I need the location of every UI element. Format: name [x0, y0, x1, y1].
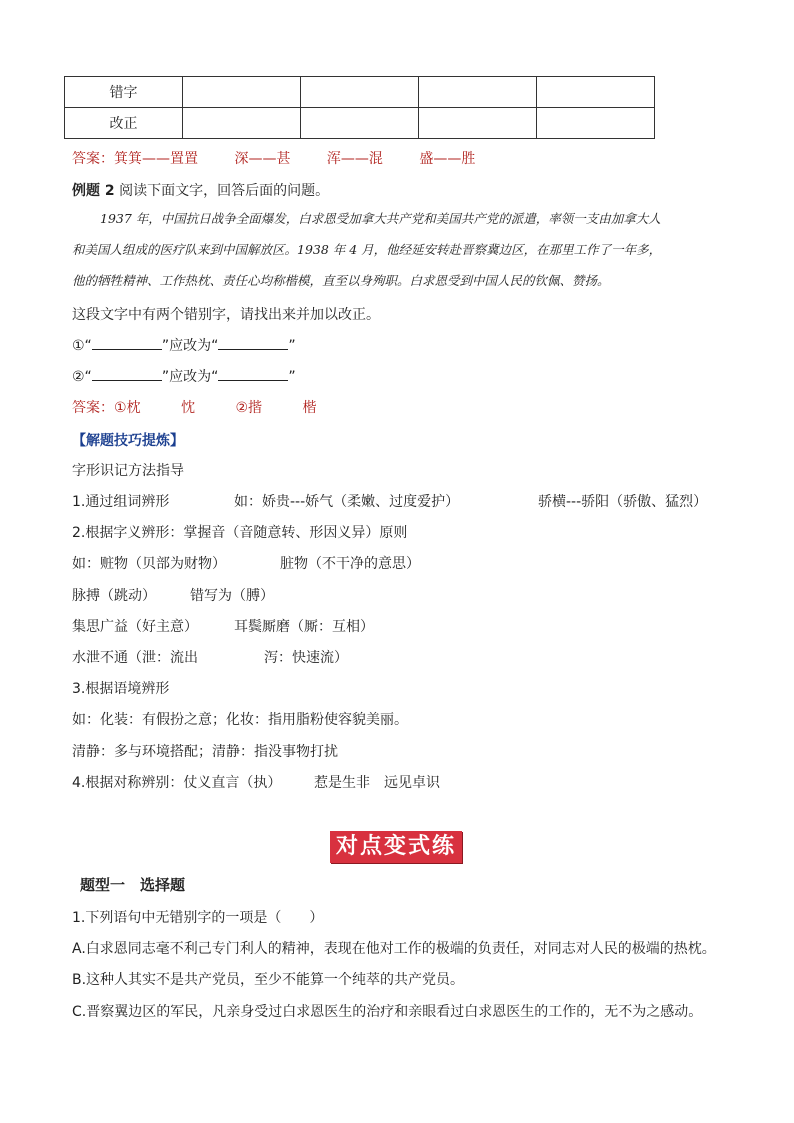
technique-line: 如：化装：有假扮之意；化妆：指用脂粉使容貌美丽。	[72, 712, 408, 728]
technique-line	[72, 647, 348, 667]
answer-item: 箕箕——置置	[114, 151, 198, 167]
answer-item: 忱	[181, 400, 196, 416]
technique-text: 耳鬓厮磨（厮：互相）	[234, 619, 374, 635]
blank-mid: ”应改为“	[161, 338, 219, 354]
option-a[interactable]: A.白求恩同志毫不利己专门利人的精神，表现在他对工作的极端的负责任，对同志对人民的极端的热枕。	[72, 941, 716, 957]
answer-blank[interactable]	[218, 368, 288, 381]
technique-text: 泻：快速流）	[264, 650, 348, 666]
answer-2	[72, 397, 316, 417]
blank-end: ”	[288, 338, 296, 354]
technique-text: 远见卓识	[384, 775, 440, 791]
technique-line: 2.根据字义辨形：掌握音（音随意转、形因义异）原则	[72, 525, 408, 541]
technique-text: 水泄不通（泄：流出	[72, 650, 198, 666]
answer-blank[interactable]	[92, 337, 162, 350]
technique-text: 错写为（膊）	[190, 588, 274, 604]
example-label: 例题 2	[72, 183, 115, 199]
question-text: 这段文字中有两个错别字，请找出来并加以改正。	[72, 307, 380, 323]
answer-item: 深——甚	[234, 151, 291, 167]
table-row	[65, 77, 655, 108]
technique-line	[72, 491, 708, 511]
table-cell	[301, 108, 419, 139]
answer-item: ①枕	[114, 400, 141, 416]
row-label: 错字	[65, 77, 183, 108]
answer-item: 浑——混	[326, 151, 383, 167]
table-cell	[537, 77, 655, 108]
table-cell	[419, 108, 537, 139]
question-1: 1.下列语句中无错别字的一项是（ ）	[72, 910, 324, 926]
technique-text: 1.通过组词辨形	[72, 494, 170, 510]
answer-item: 楷	[302, 400, 317, 416]
technique-line	[72, 616, 374, 636]
technique-title: 【解题技巧提炼】	[72, 433, 184, 449]
row-label: 改正	[65, 108, 183, 139]
passage-line: 和美国人组成的医疗队来到中国解放区。1938 年 4 月，他经延安转赴晋察冀边区，在那里工作了一年多，	[72, 242, 662, 257]
option-b[interactable]: B.这种人其实不是共产党员，至少不能算一个纯萃的共产党员。	[72, 972, 465, 988]
technique-line: 清静：多与环境搭配；清静：指没事物打扰	[72, 744, 338, 760]
answer-label: 答案：	[72, 151, 114, 167]
technique-line	[72, 553, 420, 573]
answer-blank[interactable]	[92, 368, 162, 381]
table-cell	[183, 77, 301, 108]
section-title: 题型一 选择题	[80, 876, 186, 894]
technique-text: 如：娇贵---娇气（柔嫩、过度爱护）	[234, 494, 460, 510]
technique-text: 惹是生非	[314, 775, 370, 791]
blank-mid: ”应改为“	[161, 369, 219, 385]
table-row	[65, 108, 655, 139]
error-correction-table	[64, 76, 655, 139]
example-2-heading	[72, 180, 329, 200]
blank-line-1	[72, 335, 296, 355]
technique-line	[72, 585, 274, 605]
table-cell	[537, 108, 655, 139]
technique-text: 4.根据对称辨别：仗义直言（执）	[72, 775, 282, 791]
answer-blank[interactable]	[218, 337, 288, 350]
technique-text: 脏物（不干净的意思）	[280, 556, 420, 572]
technique-text: 脉搏（跳动）	[72, 588, 156, 604]
blank-prefix: ①“	[72, 338, 92, 354]
technique-line	[72, 772, 440, 792]
practice-banner: 对点变式练	[330, 831, 462, 863]
table-cell	[183, 108, 301, 139]
answer-1	[72, 148, 475, 168]
blank-end: ”	[288, 369, 296, 385]
blank-prefix: ②“	[72, 369, 92, 385]
answer-label: 答案：	[72, 400, 114, 416]
passage-line: 1937 年，中国抗日战争全面爆发，白求恩受加拿大共产党和美国共产党的派遣，率领一支由加拿大人	[100, 211, 661, 226]
passage-line: 他的牺牲精神、工作热枕、责任心均称楷模，直至以身殉职。白求恩受到中国人民的钦佩、赞扬。	[72, 273, 610, 288]
table-cell	[301, 77, 419, 108]
blank-line-2	[72, 366, 296, 386]
table-cell	[419, 77, 537, 108]
answer-item: 盛——胜	[419, 151, 476, 167]
example-instruction: 阅读下面文字，回答后面的问题。	[119, 183, 330, 199]
passage	[72, 203, 732, 296]
technique-subtitle: 字形识记方法指导	[72, 463, 184, 479]
technique-text: 骄横---骄阳（骄傲、猛烈）	[538, 494, 708, 510]
answer-item: ②揩	[235, 400, 263, 416]
option-c[interactable]: C.晋察翼边区的军民，凡亲身受过白求恩医生的治疗和亲眼看过白求恩医生的工作的，无不为之感动。	[72, 1004, 703, 1020]
technique-text: 集思广益（好主意）	[72, 619, 198, 635]
technique-text: 如：赃物（贝部为财物）	[72, 556, 226, 572]
technique-line: 3.根据语境辨形	[72, 681, 170, 697]
